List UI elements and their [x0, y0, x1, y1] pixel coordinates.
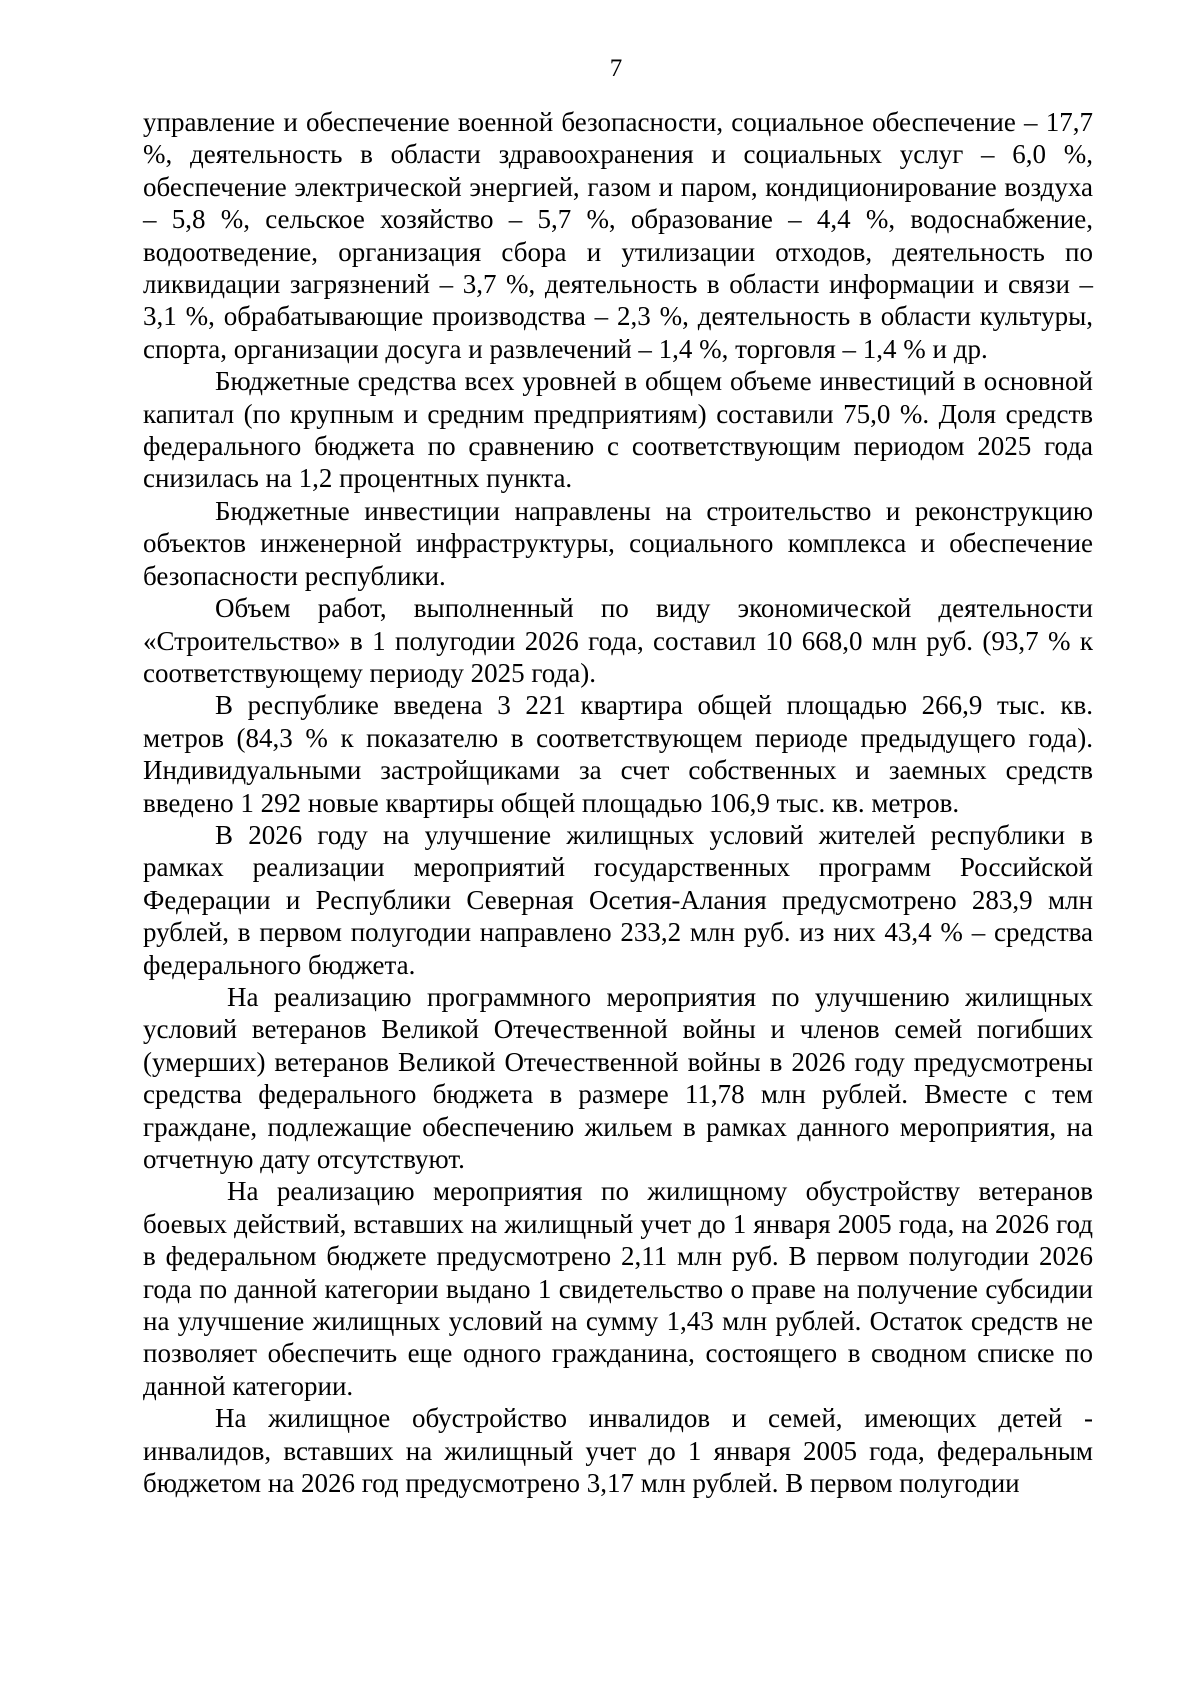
page-number: 7 [609, 55, 623, 82]
paragraph-combat-veterans: На реализацию мероприятия по жилищному обустройству ветеранов боевых действий, вставших на жилищный учет до 1 января 2005 года, на 2026 год в федеральном бюджете предусмотрено 2,11 млн руб. В первом полугодии 2026 года по данной категории выдано 1 свидетельство о праве на получение субсидии на улучшение жилищных условий на сумму 1,43 млн рублей. Остаток средств не позволяет обеспечить еще одного гражданина, состоящего в сводном списке по данной категории. [143, 1176, 1093, 1401]
paragraph-disabled-persons: На жилищное обустройство инвалидов и семей, имеющих детей - инвалидов, вставших на жилищный учет до 1 января 2005 года, федеральным бюджетом на 2026 год предусмотрено 3,17 млн рублей. В первом полугодии [143, 1403, 1093, 1499]
paragraph-budget-investments: Бюджетные инвестиции направлены на строительство и реконструкцию объектов инженерной инфраструктуры, социального комплекса и обеспечение безопасности республики. [143, 495, 1093, 591]
paragraph-construction-volume: Объем работ, выполненный по виду экономической деятельности «Строительство» в 1 полугодии 2026 года, составил 10 668,0 млн руб. (93,7 % к соответствующему периоду 2025 года). [143, 593, 1093, 688]
paragraph-budget-funds: Бюджетные средства всех уровней в общем объеме инвестиций в основной капитал (по крупным и средним предприятиям) составили 75,0 %. Доля средств федерального бюджета по сравнению с соответствующим периодом 2025 года снизилась на 1,2 процентных пункта. [143, 366, 1093, 494]
paragraph-wwii-veterans: На реализацию программного мероприятия по улучшению жилищных условий ветеранов Великой Отечественной войны и членов семей погибших (умерших) ветеранов Великой Отечественной войны в 2026 году предусмотрены средства федерального бюджета в размере 11,78 млн рублей. Вместе с тем граждане, подлежащие обеспечению жильем в рамках данного мероприятия, на отчетную дату отсутствуют. [143, 981, 1093, 1174]
paragraph-housing-commissioned: В республике введена 3 221 квартира общей площадью 266,9 тыс. кв. метров (84,3 % к показателю в соответствующем периоде предыдущего года). Индивидуальными застройщиками за счет собственных и заемных средств введено 1 292 новые квартиры общей площадью 106,9 тыс. кв. метров. [143, 690, 1093, 818]
paragraph-continuation: управление и обеспечение военной безопасности, социальное обеспечение – 17,7 %, деятельность в области здравоохранения и социальных услуг – 6,0 %, обеспечение электрической энергией, газом и паром, кондиционирование воздуха – 5,8 %, сельское хозяйство – 5,7 %, образование – 4,4 %, водоснабжение, водоотведение, организация сбора и утилизации отходов, деятельность по ликвидации загрязнений – 3,7 %, деятельность в области информации и связи – 3,1 %, обрабатывающие производства – 2,3 %, деятельность в области культуры, спорта, организации досуга и развлечений – 1,4 %, торговля – 1,4 % и др. [143, 107, 1093, 364]
paragraph-housing-programs: В 2026 году на улучшение жилищных условий жителей республики в рамках реализации мероприятий государственных программ Российской Федерации и Республики Северная Осетия-Алания предусмотрено 283,9 млн рублей, в первом полугодии направлено 233,2 млн руб. из них 43,4 % – средства федерального бюджета. [143, 819, 1093, 980]
body-text [143, 106, 1093, 1499]
